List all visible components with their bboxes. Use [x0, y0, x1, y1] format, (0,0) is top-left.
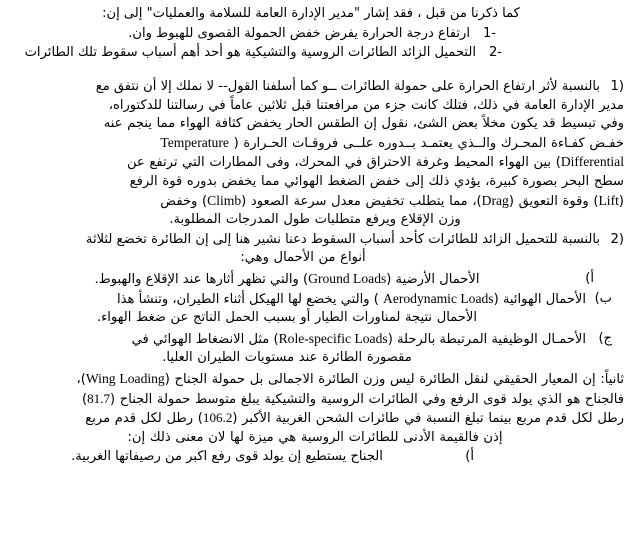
- body-item-3-line-2-b: ): [81, 391, 88, 407]
- body-item-3-lead: ثانياً:: [600, 371, 624, 387]
- list-item: [6, 43, 624, 62]
- body-item-3-line-3-a: رطل لكل قدم مربع بينما تبلغ النسبة في طائرات الشحن الغربية الأكبر (: [232, 411, 624, 427]
- sub-a-text-before: الأحمال الأرضية (: [386, 271, 480, 287]
- list-item-text: التحميل الزائد الطائرات الروسية والتشيكية هو أحد أهم أسباب سقوط تلك الطائرات: [24, 45, 476, 60]
- body-item-3-line-1: [6, 370, 624, 390]
- value-wing-loading-russian: 81.7: [87, 390, 111, 406]
- body-item-3-line-1-a: إن المعيار الحقيقي لنقل الطائرة ليس وزن الطائرة الاجمالى بل حمولة الجناح (: [164, 371, 601, 387]
- term-aerodynamic-loads: Aerodynamic Loads: [383, 290, 494, 306]
- body-item-1-line-1: بالنسبة لأثر ارتفاع الحرارة على حمولة الطائرات ــو كما أسلفنا القول-- لا نملك إلا أن نتفق مع: [95, 79, 600, 94]
- body-item-1-line-5-arabic: ) بين الهواء المحيط وغرفة الاحتراق في المحرك، وفى المطارات التي ترتفع عن: [126, 155, 561, 171]
- paren-open: (: [618, 193, 624, 209]
- term-lift: Lift: [598, 192, 619, 208]
- body-item-2-sub-a: [6, 270, 624, 290]
- body-item-2-sub-c-text: [6, 330, 586, 350]
- body-item-3-line-2: [6, 390, 624, 410]
- term-role-specific-loads: Role-specific Loads: [278, 330, 388, 346]
- list-item: [6, 24, 624, 43]
- list-marker: ب): [594, 290, 612, 306]
- term-temperature: Temperature: [160, 134, 229, 150]
- top-numbered-list: [6, 24, 624, 62]
- body-item-1-line-2: مدير الإدارة العامة في ذلك، فتلك كانت جزء من مرافعتنا قبل ثلاثين عاماً في رسالتنا للدكتوراه،: [108, 97, 624, 113]
- body-item-2-sub-b-line-2: الأحمال نتيجة لمناورات الطيار أو بسبب الحمل الناتج عن ضغط الهواء.: [96, 310, 477, 326]
- list-marker: ج): [598, 330, 612, 346]
- list-marker: 1): [610, 79, 624, 94]
- body-item-1-line-7-d: ) وخفض: [160, 193, 208, 209]
- sub-a-text-after: ) والتي تظهر أثارها عند الإقلاع والهبوط.: [94, 271, 309, 287]
- body-item-2: [6, 231, 624, 250]
- list-item-text: ارتفاع درجة الحرارة يفرض خفض الحمولة القصوى للهبوط وان.: [128, 26, 470, 41]
- term-ground-loads: Ground Loads: [308, 270, 387, 286]
- body-item-3-line-3-b: ) رطل لكل قدم مربع: [85, 411, 203, 427]
- body-item-2-sub-b: [6, 290, 624, 310]
- term-differential: Differential: [560, 154, 624, 170]
- body-item-2-sub-b-text: [6, 290, 586, 310]
- body-item-1: [6, 78, 624, 97]
- body-item-3-line-4: إذن فالقيمة الأدنى للطائرات الروسية هي ميزة لها لان معنى ذلك إن:: [127, 429, 503, 445]
- body-item-1-line-3: وفي تبسيط قد يكون مخلاً بعض الشئ، نقول إن الطقس الحار يخفض كثافة الهواء مما ينجم عنه: [103, 116, 624, 132]
- value-wing-loading-western: 106.2: [202, 410, 233, 426]
- term-climb: Climb: [207, 192, 242, 208]
- list-marker: أ): [585, 270, 594, 286]
- body-item-1-line-4: [6, 134, 624, 154]
- body-item-1-line-7: [6, 192, 624, 212]
- term-wing-loading: Wing Loading: [85, 370, 165, 386]
- body-item-3-line-3: [6, 409, 624, 429]
- body-item-1-line-4-arabic: خفـض كفـاءة المحـرك والــذي يعتمـد بــدوره علــى فروقـات الحـرارة (: [228, 135, 624, 151]
- body-item-3-sub-a-text: الجناح يستطيع إن يولد قوى رفع اكبر من رصيفاتها الغربية.: [71, 449, 383, 465]
- list-marker: 2-: [488, 45, 502, 60]
- body-item-3-sub-a: [6, 448, 624, 467]
- term-drag: Drag: [481, 192, 509, 208]
- body-item-2-sub-c: [6, 330, 624, 350]
- list-marker: 1-: [482, 26, 496, 41]
- body-item-2-line-2: أنواع من الأحمال وهي:: [240, 250, 366, 266]
- body-item-2-sub-c-line-2: مقصورة الطائرة عند مستويات الطيران العليا.: [162, 350, 412, 366]
- body-item-1-line-5: [6, 153, 624, 173]
- list-marker: أ): [465, 449, 474, 465]
- body-item-3-line-1-b: )،: [76, 371, 86, 387]
- body-item-2-line-1: بالنسبة للتحميل الزائد للطائرات كأحد أسباب السقوط دعنا نشير هنا إلى إن الطائرة تخضع لثلاثة: [85, 231, 600, 247]
- body-item-1-line-7-c: )، مما يتطلب تخفيض معدل سرعة الصعود (: [241, 193, 482, 209]
- sub-c-text-before: الأحمـال الوظيفية المرتبطة بالرحلة (: [387, 331, 586, 347]
- body-item-1-line-7-b: ) وقوة التعويق (: [508, 193, 599, 209]
- body-item-2-sub-a-text: [6, 270, 568, 290]
- list-marker: 2): [610, 231, 624, 247]
- sub-b-text-before: الأحمال الهوائية (: [493, 291, 586, 307]
- body-item-3-line-2-a: فالجناح هو الذي يولد قوى الرفع وفي الطائرات الروسية والتشيكية يبلغ متوسط حمولة الجناح (: [110, 391, 624, 407]
- sub-c-text-after: ) مثل الانضغاط الهوائي في: [131, 331, 279, 347]
- body-item-1-line-6: سطح البحر بصورة كبيرة، يؤدي ذلك إلى خفض الضغط الهوائي مما يخفض بدوره قوة الرفع: [129, 173, 624, 189]
- body-item-1-line-8: وزن الإقلاع ويرفع متطلبات طول المدرجات المطلوبة.: [169, 212, 461, 228]
- intro-paragraph: كما ذكرنا من قبل ، فقد إشار "مدير الإدارة العامة للسلامة والعمليات" إلى إن:: [102, 6, 520, 21]
- sub-b-text-after: ) والتي يخضع لها الهيكل أثناء الطيران، وتنشأ هذا: [117, 291, 383, 307]
